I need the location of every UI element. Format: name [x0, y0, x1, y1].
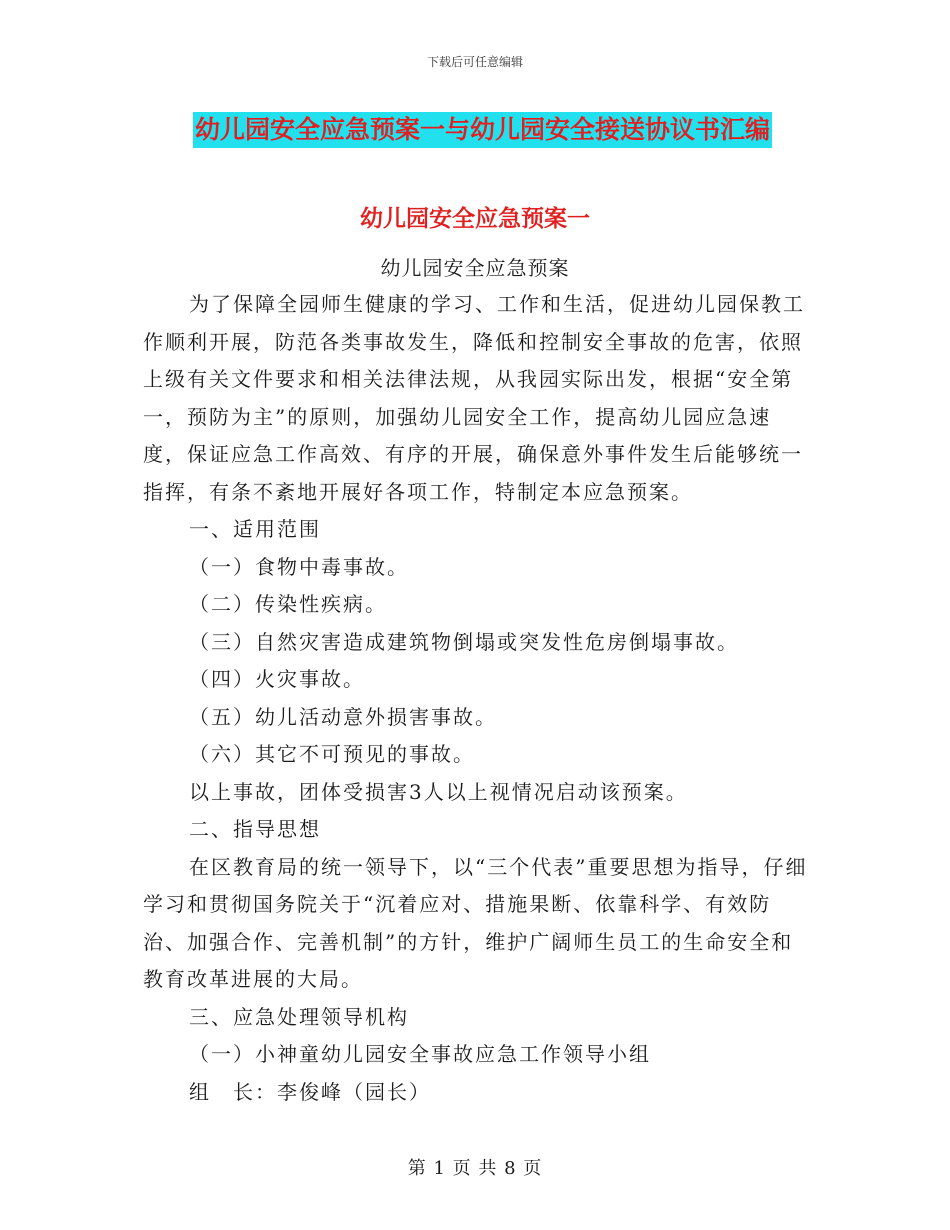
- page-number: 第 1 页 共 8 页: [407, 1158, 543, 1179]
- list-item: （一）小神童幼儿园安全事故应急工作领导小组: [189, 1042, 651, 1066]
- list-item: （二）传染性疾病。: [189, 592, 387, 616]
- sub-title: 幼儿园安全应急预案: [380, 256, 570, 280]
- intro-paragraph: 为了保障全园师生健康的学习、工作和生活，促进幼儿园保教工作顺利开展，防范各类事故发生，降低和控制安全事故的危害，依照上级有关文件要求和相关法律法规，从我园实际出发，根据“安全第一，预防为主”的原则，加强幼儿园安全工作，提高幼儿园应急速度，保证应急工作高效、有序的开展，确保意外事件发生后能够统一指挥，有条不紊地开展好各项工作，特制定本应急预案。: [143, 292, 805, 504]
- document-body: [143, 286, 813, 1111]
- heading-scope: 一、适用范围: [189, 517, 321, 541]
- section-title: 幼儿园安全应急预案一: [360, 206, 590, 232]
- header-note: 下载后可任意编辑: [426, 55, 523, 69]
- paragraph: 在区教育局的统一领导下，以“三个代表”重要思想为指导，仔细学习和贯彻国务院关于“沉着应对、措施果断、依靠科学、有效防治、加强合作、完善机制”的方针，维护广阔师生员工的生命安全和教育改革进展的大局。: [143, 854, 808, 991]
- list-item: （三）自然灾害造成建筑物倒塌或突发性危房倒塌事故。: [189, 629, 739, 654]
- list-item: 组 长：李俊峰（园长）: [189, 1079, 431, 1104]
- list-item: （一）食物中毒事故。: [189, 554, 409, 579]
- list-item: （六）其它不可预见的事故。: [189, 742, 475, 766]
- list-item: （五）幼儿活动意外损害事故。: [189, 704, 497, 729]
- heading-guiding-thought: 二、指导思想: [189, 817, 321, 841]
- list-item: （四）火灾事故。: [189, 667, 365, 691]
- paragraph: 以上事故，团体受损害3人以上视情况启动该预案。: [189, 779, 688, 804]
- heading-leadership: 三、应急处理领导机构: [189, 1004, 409, 1029]
- document-main-title: 幼儿园安全应急预案一与幼儿园安全接送协议书汇编: [193, 112, 772, 148]
